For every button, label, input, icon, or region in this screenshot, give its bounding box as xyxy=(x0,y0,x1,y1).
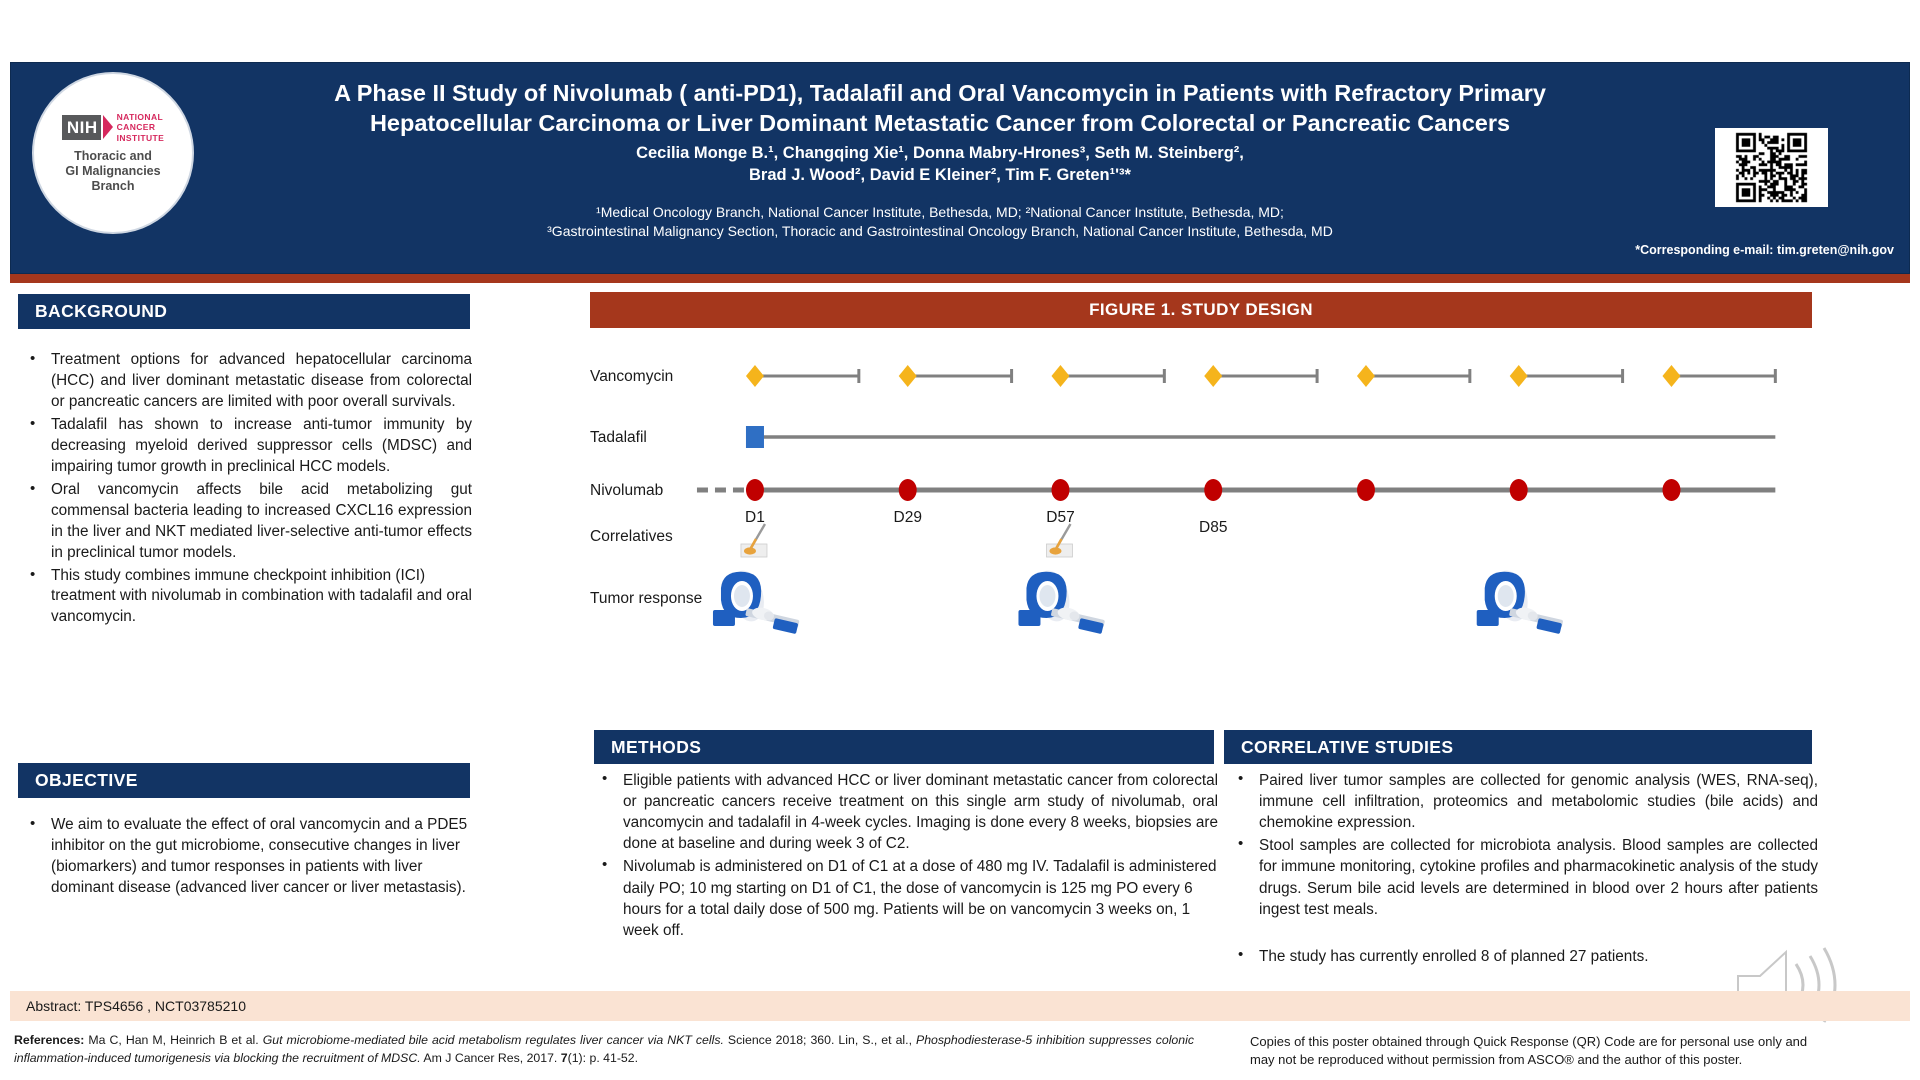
figure-row-label-tumor-response: Tumor response xyxy=(590,590,703,607)
nih-nci-logo xyxy=(32,72,194,234)
nci-line-1: NATIONAL xyxy=(116,111,164,122)
ct-scanner-icon xyxy=(1018,567,1105,635)
figure-day-label: D29 xyxy=(893,509,922,526)
nih-wordmark: NIH xyxy=(62,115,101,140)
methods-bullet-item: • Nivolumab is administered on D1 of C1 at a dose of 480 mg IV. Tadalafil is administered daily PO; 10 mg starting on D1 of C1, the dose of vancomycin is 125 mg PO every 6 hours for a total daily dose of 500 mg. Patients will be on vancomycin 3 weeks on, 1 week off. xyxy=(594,856,1218,940)
title-line-1: A Phase II Study of Nivolumab ( anti-PD1), Tadalafil and Oral Vancomycin in Patients with Refractory Primary xyxy=(334,80,1546,106)
biopsy-needle-icon xyxy=(1046,524,1072,557)
figure-row-label-tadalafil: Tadalafil xyxy=(590,429,647,446)
figure-day-label: D1 xyxy=(745,509,765,526)
section-header-correlative-studies xyxy=(1224,730,1812,764)
background-content xyxy=(22,350,472,630)
abstract-bar xyxy=(10,991,1910,1021)
reference-2-title: Phosphodiesterase-5 inhibition suppresses colonic inflammation-induced tumorigenesis via blocking the recruitment of MDSC. xyxy=(14,1033,1194,1065)
branch-name xyxy=(57,149,168,194)
correlative-content xyxy=(1230,770,1818,969)
author-line-2: Brad J. Wood², David E Kleiner², Tim F. Greten¹'³* xyxy=(749,166,1131,185)
vancomycin-dose-diamond-icon xyxy=(1051,365,1069,387)
qr-code-image xyxy=(1718,131,1825,204)
vancomycin-dose-diamond-icon xyxy=(899,365,917,387)
section-header-figure1 xyxy=(590,292,1812,328)
nivolumab-dose-dot-icon xyxy=(1510,479,1528,501)
nivolumab-dose-dot-icon xyxy=(1662,479,1680,501)
background-bullet-item: • Oral vancomycin affects bile acid metabolizing gut commensal bacteria leading to increased CXCL16 expression in the liver and NKT mediated liver-selective anti-tumor effects in preclinical tumor models. xyxy=(22,480,472,564)
nci-line-3: INSTITUTE xyxy=(116,132,165,143)
correlative-bullet-item: • The study has currently enrolled 8 of planned 27 patients. xyxy=(1230,946,1818,967)
correlative-title: CORRELATIVE STUDIES xyxy=(1241,736,1454,757)
background-bullet-item: • Tadalafil has shown to increase anti-tumor immunity by decreasing myeloid derived suppressor cells (MDSC) and impairing tumor growth in preclinical HCC models. xyxy=(22,415,472,478)
reference-2-volume: 7 xyxy=(560,1050,568,1065)
corresponding-email: *Corresponding e-mail: tim.greten@nih.gov xyxy=(1635,243,1894,257)
reference-1-plain: Ma C, Han M, Heinrich B et al. xyxy=(84,1033,263,1047)
title-line-2: Hepatocellular Carcinoma or Liver Dominant Metastatic Cancer from Colorectal or Pancreatic Cancers xyxy=(369,110,1511,137)
nivolumab-dose-dot-icon xyxy=(1357,479,1375,501)
objective-title: OBJECTIVE xyxy=(35,770,138,790)
reference-1-tail: Science 2018; 360. Lin, S., et al., xyxy=(723,1033,917,1047)
references xyxy=(14,1032,1194,1068)
affiliation-list xyxy=(210,203,1670,242)
nci-wordmark xyxy=(117,112,165,143)
ct-scanner-icon xyxy=(713,567,800,635)
author-line-1: Cecilia Monge B.¹, Changqing Xie¹, Donna Mabry-Hrones³, Seth M. Steinberg², xyxy=(636,144,1244,163)
figure-day-label: D85 xyxy=(1199,519,1228,536)
vancomycin-dose-diamond-icon xyxy=(1204,365,1222,387)
nivolumab-dose-dot-icon xyxy=(1051,479,1069,501)
affiliation-line-2: ³Gastrointestinal Malignancy Section, Thoracic and Gastrointestinal Oncology Branch, National Cancer Institute, Bethesda, MD xyxy=(547,223,1333,240)
section-header-methods xyxy=(594,730,1214,764)
figure-row-label-vancomycin: Vancomycin xyxy=(590,368,674,385)
page-title xyxy=(210,78,1670,138)
vancomycin-dose-diamond-icon xyxy=(1357,365,1375,387)
figure-row-label-correlatives: Correlatives xyxy=(590,528,673,545)
section-header-objective xyxy=(18,763,470,798)
correlative-bullet-item: • Stool samples are collected for microbiota analysis. Blood samples are collected for immune monitoring, cytokine profiles and pharmacokinetic analysis of the study drugs. Serum bile acid levels are determined in blood over 2 hours after patients ingest test meals. xyxy=(1230,835,1818,919)
nci-line-2: CANCER xyxy=(116,122,156,133)
background-bullet-list xyxy=(22,350,472,628)
study-design-timeline-svg xyxy=(590,340,1812,660)
reference-1-title: Gut microbiome-mediated bile acid metabolism regulates liver cancer via NKT cells. xyxy=(262,1033,724,1047)
objective-content xyxy=(22,815,472,901)
section-header-background xyxy=(18,294,470,329)
figure1-title: FIGURE 1. STUDY DESIGN xyxy=(1089,300,1313,319)
methods-bullet-list xyxy=(594,770,1218,941)
copyright-line-2: may not be reproduced without permission from ASCO® and the author of this poster. xyxy=(1250,1052,1743,1068)
figure-day-label: D57 xyxy=(1046,509,1075,526)
header-accent-bar xyxy=(10,274,1910,283)
nivolumab-dose-dot-icon xyxy=(899,479,917,501)
tadalafil-start-marker-icon xyxy=(746,426,764,448)
correlative-bullet-list xyxy=(1230,770,1818,967)
reference-2-tail: Am J Cancer Res, 2017. xyxy=(420,1050,561,1065)
background-title: BACKGROUND xyxy=(35,301,168,321)
background-bullet-item: • Treatment options for advanced hepatocellular carcinoma (HCC) and liver dominant metastatic disease from colorectal or pancreatic cancers are limited with poor overall survivals. xyxy=(22,350,472,413)
references-label: References: xyxy=(14,1033,85,1047)
copyright-line-1: Copies of this poster obtained through Quick Response (QR) Code are for personal use only and xyxy=(1250,1034,1808,1049)
branch-name-line: Thoracic and xyxy=(74,149,152,164)
author-list xyxy=(210,143,1670,187)
title-block xyxy=(210,78,1670,242)
correlative-bullet-item: • Paired liver tumor samples are collected for genomic analysis (WES, RNA-seq), immune cell infiltration, proteomics and metabolomic studies (bile acids) and chemokine expression. xyxy=(1230,770,1818,833)
vancomycin-dose-diamond-icon xyxy=(746,365,764,387)
nivolumab-dose-dot-icon xyxy=(1204,479,1222,501)
methods-content xyxy=(594,770,1218,943)
nih-arrow-icon xyxy=(103,115,113,139)
nivolumab-dose-dot-icon xyxy=(746,479,764,501)
background-bullet-item: • This study combines immune checkpoint inhibition (ICI) treatment with nivolumab in combination with tadalafil and oral vancomycin. xyxy=(22,566,472,629)
reference-2-end: (1): p. 41-52. xyxy=(567,1050,639,1065)
copyright-notice xyxy=(1250,1033,1890,1070)
ct-scanner-icon xyxy=(1477,567,1564,635)
figure1-study-design xyxy=(590,340,1812,660)
branch-name-line: Branch xyxy=(91,179,135,194)
methods-bullet-item: • Eligible patients with advanced HCC or liver dominant metastatic cancer from colorectal or pancreatic cancers receive treatment on this single arm study of nivolumab, oral vancomycin and tadalafil in 4-week cycles. Imaging is done every 8 weeks, biopsies are done at baseline and during week 3 of C2. xyxy=(594,770,1218,854)
objective-bullet-list xyxy=(22,815,472,899)
objective-bullet-item: • We aim to evaluate the effect of oral vancomycin and a PDE5 inhibitor on the gut microbiome, consecutive changes in liver (biomarkers) and tumor responses in patients with liver dominant disease (advanced liver cancer or liver metastasis). xyxy=(22,815,472,899)
qr-code[interactable] xyxy=(1715,128,1828,207)
abstract-text: Abstract: TPS4656 , NCT03785210 xyxy=(26,998,246,1014)
figure-row-label-nivolumab: Nivolumab xyxy=(590,482,664,499)
biopsy-needle-icon xyxy=(741,524,767,557)
nih-lockup xyxy=(62,112,164,143)
methods-title: METHODS xyxy=(611,736,702,757)
affiliation-line-1: ¹Medical Oncology Branch, National Cancer Institute, Bethesda, MD; ²National Cancer Institute, Bethesda, MD; xyxy=(596,204,1284,221)
branch-name-line: GI Malignancies xyxy=(65,164,161,179)
vancomycin-dose-diamond-icon xyxy=(1662,365,1680,387)
vancomycin-dose-diamond-icon xyxy=(1510,365,1528,387)
